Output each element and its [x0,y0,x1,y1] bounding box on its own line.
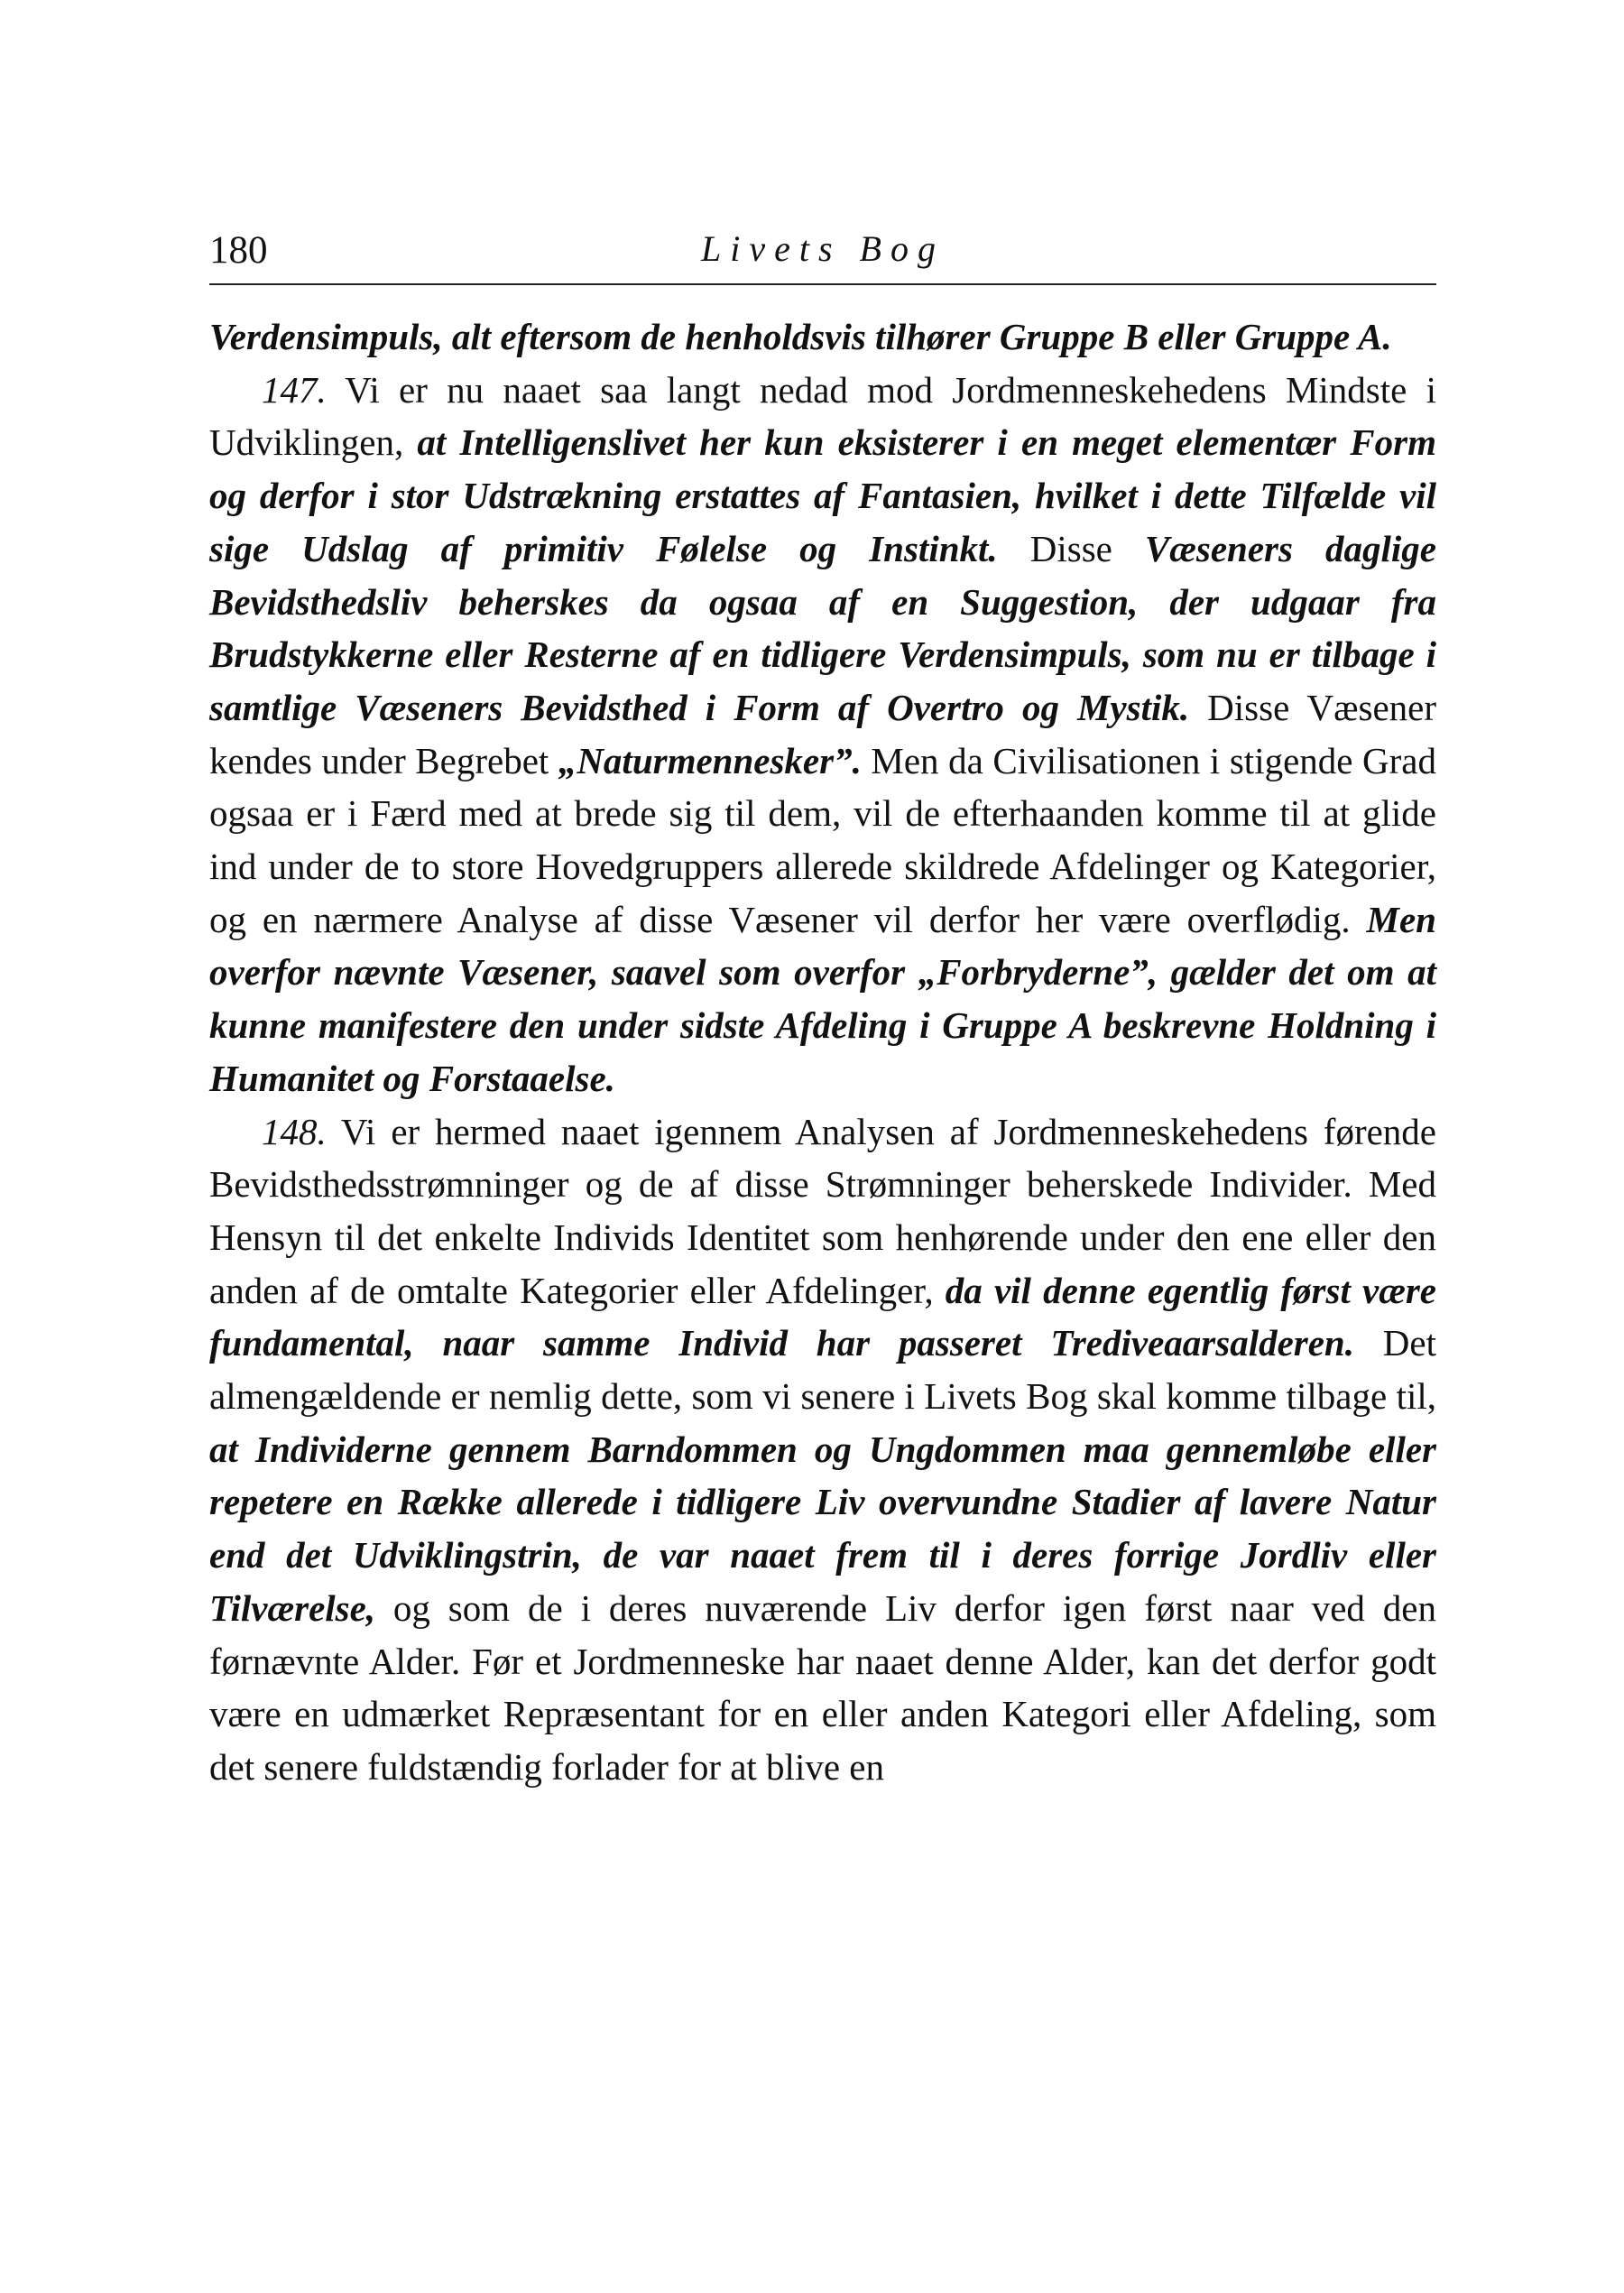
section-number: 147. [262,368,327,411]
emphasized-text: at Intelligenslivet her kun eksisterer i en meget elementær Form og derfor i stor Udstrækning erstattes af Fantasien, hvilket i dette Tilfælde vil sige Udslag af primitiv Følelse og Instinkt. [209,421,1436,569]
book-page [209,226,1436,1794]
paragraph-147 [209,364,1436,1105]
emphasized-text: Verdensimpuls, alt eftersom de henholdsvis tilhører Gruppe B eller Gruppe A. [209,316,1392,357]
section-number: 148. [262,1110,327,1152]
running-title: Livets Bog [701,228,945,269]
text-run: Disse Væsener kendes under Begrebet [209,686,1437,781]
emphasized-text: Men overfor nævnte Væsener, saavel som overfor „Forbryderne”, gælder det om at kunne manifestere den under sidste Afdeling i Gruppe A beskrevne Holdning i Humanitet og Forstaaelse. [209,898,1436,1099]
emphasized-text: at Individerne gennem Barndommen og Ungdommen maa gennemløbe eller repetere en Række allerede i tidligere Liv overvundne Stadier af lavere Natur end det Udviklingstrin, de var naaet frem til i deres forrige Jordliv eller Tilværelse, [209,1428,1436,1629]
text-run: Disse [997,527,1145,569]
emphasized-text: Væseners daglige Bevidsthedsliv beherskes da ogsaa af en Suggestion, der udgaar fra Brudstykkerne eller Resterne af en tidligere Verdensimpuls, som nu er tilbage i samtlige Væseners Bevidsthed i Form af Overtro og Mystik. [209,527,1436,728]
emphasized-text: da vil denne egentlig først være fundamental, naar samme Individ har passeret Trediveaarsalderen. [209,1269,1436,1364]
text-run: Vi er nu naaet saa langt nedad mod Jordmenneskehedens Mindste i Udviklingen, [209,368,1436,464]
emphasized-text: „Naturmennesker”. [558,739,862,781]
text-run: Det almengældende er nemlig dette, som vi senere i Livets Bog skal komme tilbage til, [209,1322,1436,1418]
text-run: Vi er hermed naaet igennem Analysen af Jordmenneskehedens førende Bevidsthedsstrømninger og de af disse Strømninger beherskede Individer. Med Hensyn til det enkelte Individs Identitet som henhørende under den ene eller den anden af de omtalte Kategorier eller Afdelinger, [209,1110,1436,1311]
text-run: og som de i deres nuværende Liv derfor igen først naar ved den førnævnte Alder. Før et Jordmenneske har naaet denne Alder, kan det derfor godt være en udmærket Repræsentant for en eller anden Kategori eller Afdeling, som det senere fuldstændig forlader for at blive en [209,1586,1436,1788]
page-number: 180 [209,229,268,272]
body-text [209,310,1436,1794]
paragraph-continuation [209,310,1436,364]
running-header [209,226,1436,285]
paragraph-148 [209,1105,1436,1794]
text-run: Men da Civilisationen i stigende Grad ogsaa er i Færd med at brede sig til dem, vil de efterhaanden komme til at glide ind under de to store Hovedgruppers allerede skildrede Afdelinger og Kategorier, og en nærmere Analyse af disse Væsener vil derfor her være overflødig. [209,739,1436,940]
